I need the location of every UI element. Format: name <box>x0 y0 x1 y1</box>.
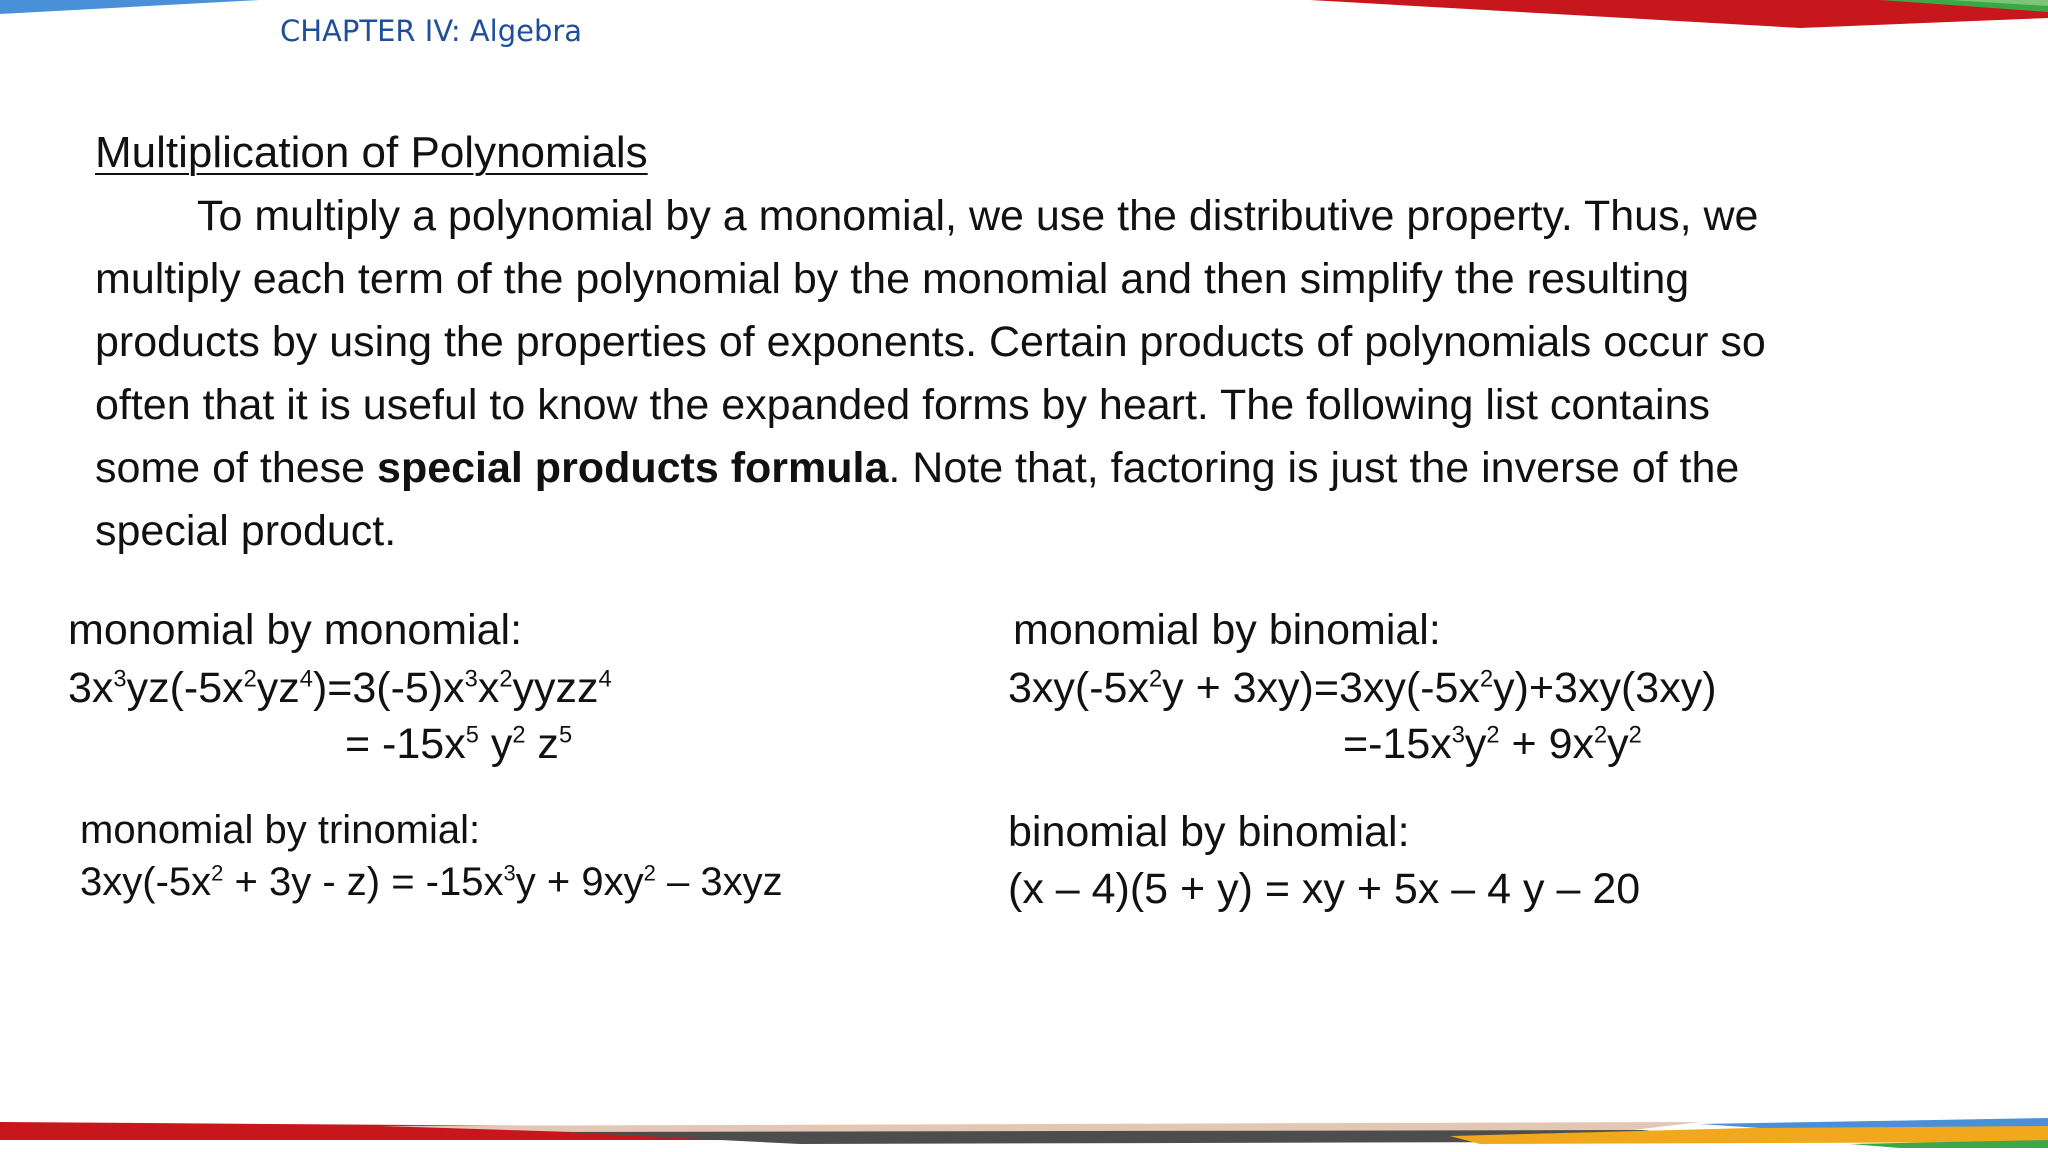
special-products-term: special products formula <box>377 444 889 492</box>
mono-bi-label: monomial by binomial: <box>1013 606 1441 654</box>
t: 3xy(-5x <box>1008 664 1149 712</box>
exp: 3 <box>503 860 516 886</box>
section-heading: Multiplication of Polynomials <box>95 128 648 177</box>
exp: 2 <box>243 666 257 693</box>
line5-after: . Note that, factoring is just the inverse of the <box>888 444 1740 492</box>
exp: 2 <box>1486 722 1500 749</box>
mono-tri-eq <box>80 860 783 905</box>
exp: 3 <box>464 666 478 693</box>
paragraph-line-6: special product. <box>95 507 397 555</box>
mono-tri-label: monomial by trinomial: <box>80 808 481 852</box>
t: )=3(-5)x <box>312 664 465 712</box>
exp: 2 <box>1148 666 1163 693</box>
t: =-15x <box>1343 720 1452 768</box>
paragraph-line-3: products by using the properties of exponents. Certain products of polynomials occur so <box>95 318 1766 366</box>
t: yyzz <box>512 664 599 712</box>
exp: 3 <box>113 666 127 693</box>
exp: 2 <box>643 860 656 886</box>
t: 3xy(-5x <box>80 860 212 904</box>
t: + 3y - z) = -15x <box>223 860 504 904</box>
t: y <box>478 720 513 768</box>
exp: 3 <box>1451 722 1465 749</box>
t: + 9x <box>1499 720 1594 768</box>
t: yz(-5x <box>126 664 244 712</box>
paragraph-line-2: multiply each term of the polynomial by the monomial and then simplify the resulting <box>95 255 1690 303</box>
mono-mono-label: monomial by monomial: <box>68 606 523 654</box>
t: – 3xyz <box>655 860 783 904</box>
mono-mono-eq-line-1 <box>68 664 612 713</box>
paragraph-line-4: often that it is useful to know the expanded forms by heart. The following list contains <box>95 381 1710 429</box>
exp: 5 <box>558 722 573 749</box>
exp: 2 <box>512 722 526 749</box>
exp: 2 <box>1628 722 1642 749</box>
mono-bi-eq-line-1 <box>1008 664 1717 713</box>
t: 3x <box>68 664 114 712</box>
paragraph-line-1: To multiply a polynomial by a monomial, we use the distributive property. Thus, we <box>197 192 1759 240</box>
exp: 4 <box>299 666 313 693</box>
t: = -15x <box>345 720 466 768</box>
t: y)+3xy(3xy) <box>1493 664 1717 712</box>
t: y + 9xy <box>515 860 644 904</box>
blue-ribbon <box>0 0 260 14</box>
mono-bi-eq-line-2 <box>1343 720 1642 769</box>
t: y <box>1607 720 1629 768</box>
t: y <box>1464 720 1487 768</box>
red-ribbon <box>1310 0 2048 28</box>
exp: 2 <box>1479 666 1494 693</box>
exp: 2 <box>211 860 224 886</box>
t: z <box>525 720 559 768</box>
exp: 5 <box>465 722 479 749</box>
line5-before: some of these <box>95 444 378 492</box>
chapter-title: CHAPTER IV: Algebra <box>280 14 583 48</box>
t: y + 3xy)=3xy(-5x <box>1162 664 1480 712</box>
t: yz <box>256 664 300 712</box>
exp: 2 <box>1594 722 1608 749</box>
t: x <box>477 664 500 712</box>
bi-bi-label: binomial by binomial: <box>1008 808 1410 856</box>
mono-mono-eq-line-2 <box>345 720 572 769</box>
bi-bi-eq: (x – 4)(5 + y) = xy + 5x – 4 y – 20 <box>1008 865 1641 913</box>
paragraph-line-5 <box>95 444 1739 493</box>
exp: 4 <box>598 666 612 693</box>
bottom-ribbon-decoration <box>0 1112 2048 1152</box>
exp: 2 <box>499 666 513 693</box>
